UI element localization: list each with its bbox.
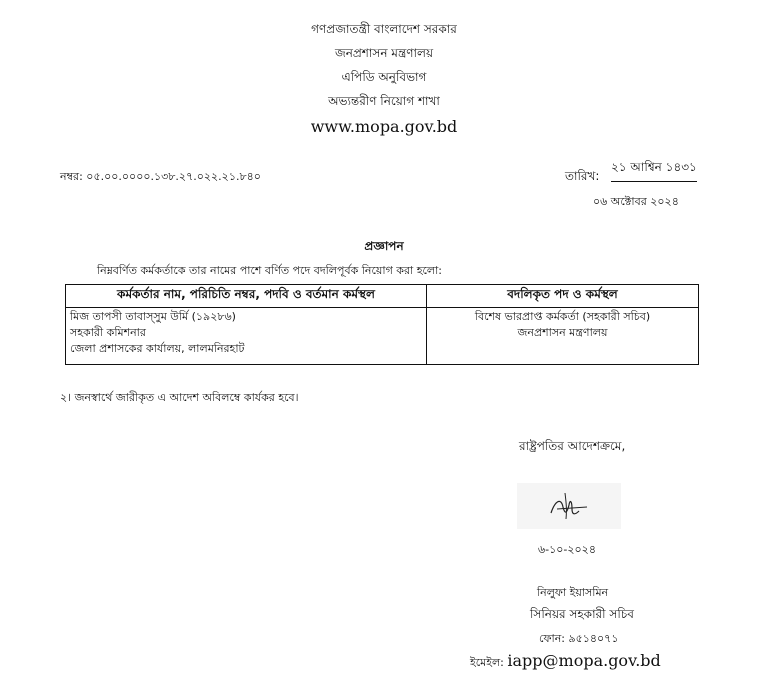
new-post-cell	[427, 308, 699, 365]
column-header-officer: কর্মকর্তার নাম, পরিচিতি নম্বর, পদবি ও বর্তমান কর্মস্থল	[66, 285, 427, 308]
new-office: জনপ্রশাসন মন্ত্রণালয়	[517, 326, 608, 339]
officer-name: মিজ তাপসী তাবাস্‌সুম উর্মি (১৯২৮৬)	[70, 310, 236, 323]
signer-phone: ফোন: ৯৫১৪০৭১	[539, 632, 619, 645]
government-name: গণপ্রজাতন্ত্রী বাংলাদেশ সরকার	[311, 22, 457, 36]
table-row	[66, 308, 699, 365]
email-link[interactable]: iapp@mopa.gov.bd	[507, 651, 661, 670]
column-header-new-post: বদলিকৃত পদ ও কর্মস্থল	[427, 285, 699, 308]
date-label: তারিখ:	[565, 169, 600, 183]
ministry-name: জনপ্রশাসন মন্ত্রণালয়	[334, 46, 434, 60]
table-header-row	[66, 285, 699, 308]
notice-intro: নিম্নবর্ণিত কর্মকর্তাকে তার নামের পাশে বর্ণিত পদে বদলিপূর্বক নিয়োগ করা হলো:	[97, 264, 443, 277]
signature-image	[517, 483, 621, 529]
branch-name: অভ্যন্তরীণ নিয়োগ শাখা	[328, 94, 440, 108]
signer-name: নিলুফা ইয়াসমিন	[537, 586, 609, 599]
date-bangla: ২১ আশ্বিন ১৪৩১	[611, 159, 697, 182]
notice-title: প্রজ্ঞাপন	[364, 239, 404, 253]
email-label: ইমেইল:	[470, 656, 504, 669]
order-clause: ২। জনস্বার্থে জারীকৃত এ আদেশ অবিলম্বে কার্যকর হবে।	[60, 391, 299, 404]
transfer-table	[65, 284, 699, 365]
officer-cell	[66, 308, 427, 365]
division-name: এপিডি অনুবিভাগ	[341, 70, 427, 84]
signature-date: ৬-১০-২০২৪	[538, 543, 596, 556]
memo-number: নম্বর: ০৫.০০.০০০০.১৩৮.২৭.০২২.২১.৮৪০	[60, 170, 261, 183]
signer-title: সিনিয়র সহকারী সচিব	[530, 607, 634, 621]
website-link[interactable]: www.mopa.gov.bd	[310, 117, 458, 136]
officer-current-office: জেলা প্রশাসকের কার্যালয়, লালমনিরহাট	[70, 342, 245, 355]
signature-scribble-icon	[517, 483, 621, 529]
signer-email	[470, 651, 661, 673]
date-gregorian: ০৬ অক্টোবর ২০২৪	[593, 195, 679, 208]
by-order-line: রাষ্ট্রপতির আদেশক্রমে,	[519, 439, 626, 453]
new-post: বিশেষ ভারপ্রাপ্ত কর্মকর্তা (সহকারী সচিব)	[474, 310, 651, 323]
officer-designation: সহকারী কমিশনার	[70, 326, 146, 339]
